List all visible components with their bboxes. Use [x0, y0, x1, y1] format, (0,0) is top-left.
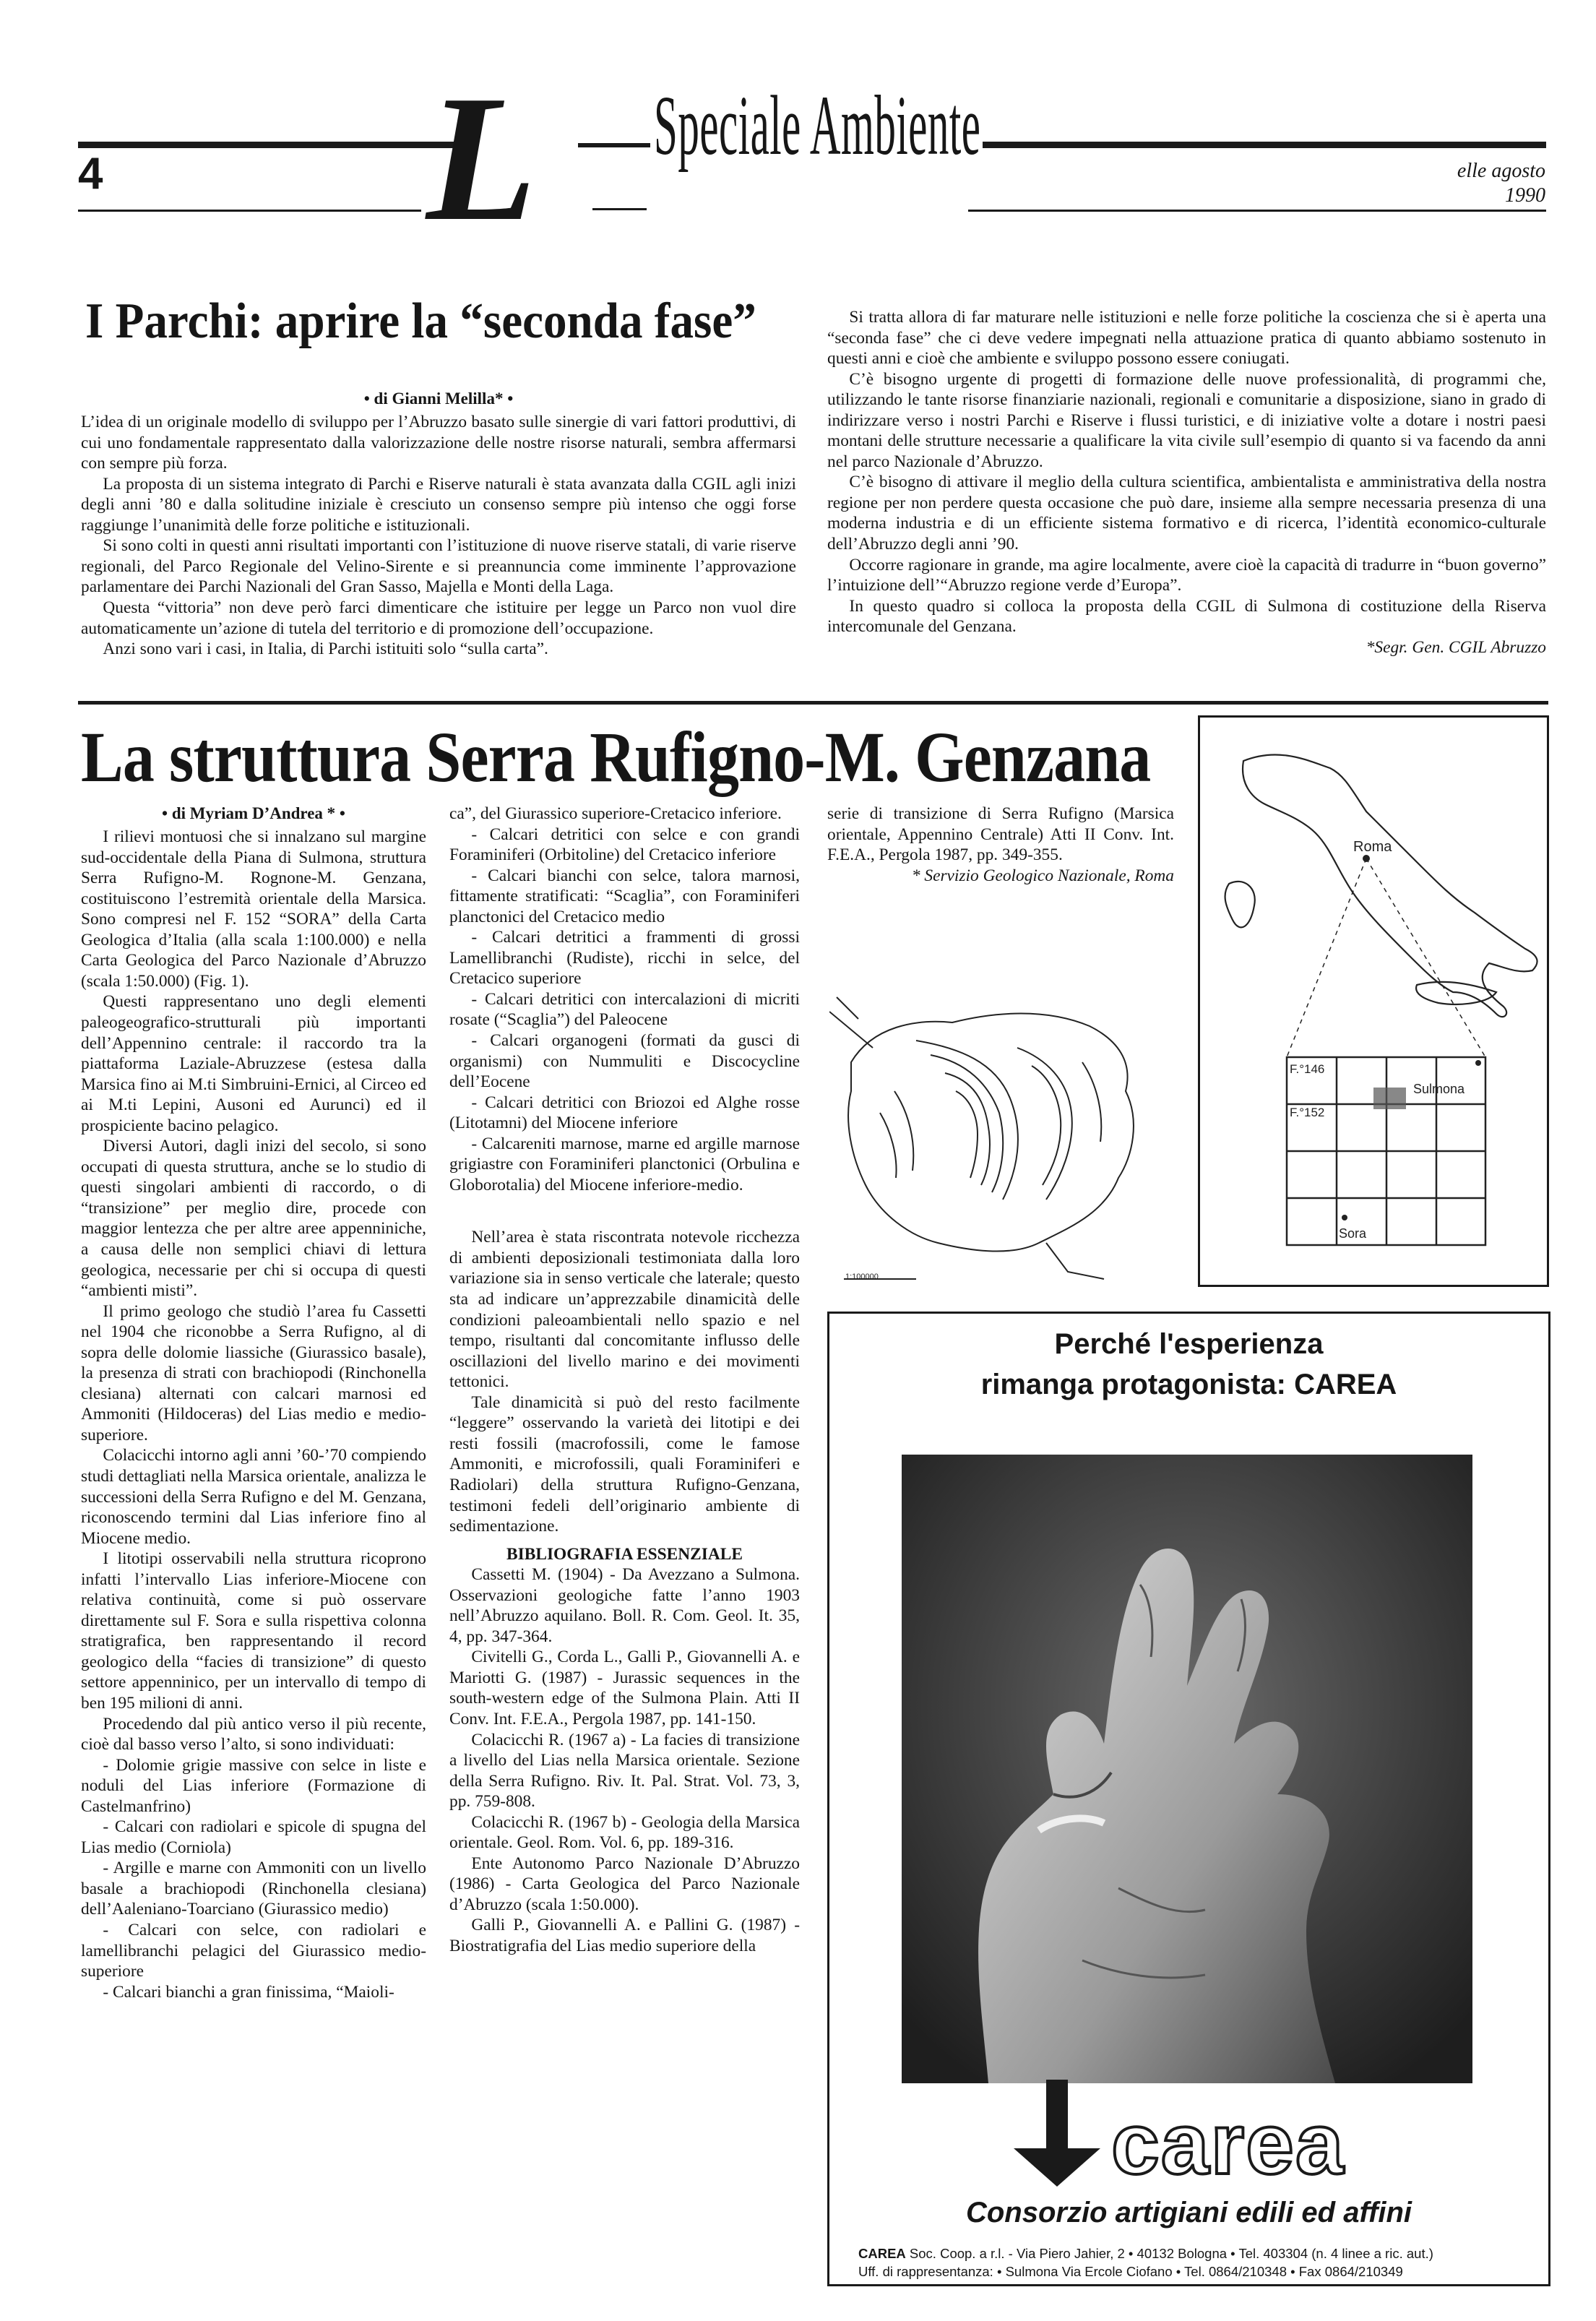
article2-paragraph: - Calcari organogeni (formati da gusci di organismi) con Nummuliti e Discocycline dell’Eocene [449, 1031, 800, 1092]
article2-paragraph: - Calcari detritici con selce e con grandi Foraminiferi (Orbitoline) del Cretacico inferiore [449, 824, 800, 865]
article2-paragraph: I rilievi montuosi che si innalzano sul margine sud-occidentale della Piana di Sulmona, struttura Serra Rufigno-M. Rognone-M. Genzana, costituiscono l’estremità orientale della Marsica. Sono compresi nel F. 152 “SORA” della Carta Geologica d’Italia (alla scala 1:100.000) e nella Carta Geologica del Parco Nazionale d’Abruzzo (scala 1:50.000) (Fig. 1). [81, 827, 426, 991]
page-number: 4 [78, 149, 103, 199]
article2-paragraph: serie di transizione di Serra Rufigno (Marsica orientale, Appennino Centrale) Atti II Conv. Int. F.E.A., Pergola 1987, pp. 349-355. [827, 804, 1174, 865]
ad-office-line: Uff. di rappresentanza: • Sulmona Via Ercole Ciofano • Tel. 0864/210348 • Fax 0864/210349 [858, 2264, 1403, 2279]
article1-paragraph: La proposta di un sistema integrato di Parchi e Riserve naturali è stata avanzata dalla CGIL agli inizi degli anni ’80 e dalla solitudine iniziale è cresciuto un consenso sempre più intenso che oggi forse raggiunge l’unanimità delle forze politiche e istituzionali. [81, 474, 796, 535]
bibliography-item: Ente Autonomo Parco Nazionale D’Abruzzo (1986) - Carta Geologica del Parco Nazionale d’Abruzzo (scala 1:50.000). [449, 1853, 800, 1914]
article1-paragraph: Questa “vittoria” non deve però farci dimenticare che istituire per legge un Parco non vuol dire automaticamente un’azione di tutela del territorio e di promozione dell’occupazione. [81, 598, 796, 638]
ad-headline-line2: rimanga protagonista: CAREA [980, 1369, 1397, 1400]
article2-paragraph: - Calcari con selce, con radiolari e lamellibranchi pelagici del Giurassico medio-superiore [81, 1921, 426, 1981]
down-arrow-icon [1003, 2080, 1111, 2188]
article1-title: I Parchi: aprire la “seconda fase” [85, 293, 756, 349]
article2-paragraph: - Dolomie grigie massive con selce in liste e noduli del Lias inferiore (Formazione di Castelmanfrino) [81, 1755, 426, 1816]
article1-byline: • di Gianni Melilla* • [363, 389, 514, 408]
article-divider [78, 701, 1548, 705]
article1-paragraph: Anzi sono vari i casi, in Italia, di Parchi istituiti solo “sulla carta”. [103, 640, 548, 659]
article2-paragraph: - Calcari detritici con intercalazioni di micriti rosate (“Scaglia”) del Paleocene [449, 989, 800, 1030]
article2-column-1 [81, 804, 426, 2002]
article2-paragraph: Tale dinamicità si può del resto facilmente “leggere” osservando la varietà dei litotipi e dei resti fossili (macrofossili, come le famose Ammoniti, e microfossili, quali Foraminiferi e Radiolari) della struttura Rufigno-Genzana, testimoni fedeli dell’originario ambiente di sedimentazione. [449, 1392, 800, 1536]
article2-column-3 [827, 804, 1174, 886]
article2-title: La struttura Serra Rufigno-M. Genzana [81, 717, 1151, 797]
ad-subtitle: Consorzio artigiani edili ed affini [965, 2197, 1412, 2229]
masthead-rule-mid-thin [592, 208, 647, 210]
section-title: Speciale Ambiente [654, 78, 981, 173]
article2-paragraph: - Calcareniti marnose, marne ed argille marnose grigiastre con Foraminiferi planctonici (Orbulina e Globorotalia) del Miocene inferiore-medio. [449, 1134, 800, 1194]
article2-paragraph: - Calcari bianchi a gran finissima, “Maioli- [103, 1982, 394, 2002]
issue-line1: elle agosto [1457, 160, 1545, 182]
article2-paragraph: - Calcari detritici a frammenti di grossi Lamellibranchi (Rudiste), ricchi in selce, del Cretacico superiore [449, 928, 800, 989]
article2-paragraph: Colacicchi intorno agli anni ’60-’70 compiendo studi dettagliati nella Marsica orientale, analizza le successioni della Serra Rufigno e del M. Genzana, riconoscendo termini dal Lias inferiore fino al Miocene medio. [81, 1446, 426, 1548]
masthead-logo: L [426, 59, 537, 259]
article1-paragraph: L’idea di un originale modello di sviluppo per l’Abruzzo basato sulle sinergie di vari fattori produttivi, di cui uno fondamentale rappresentato dalla valorizzazione delle nostre risorse naturali, sembra affermarsi con sempre più forza. [81, 413, 796, 473]
article2-paragraph: I litotipi osservabili nella struttura ricoprono infatti l’intervallo Lias inferiore-Miocene con relativa continuità, come si può osservare direttamente sul F. Sora e sulla rispettiva colonna stratigrafica, ben rappresentando il record geologico della “facies di transizione” di questo settore appenninico, per un intervallo di tempo di ben 195 milioni di anni. [81, 1549, 426, 1713]
map-label-f146: F.°146 [1290, 1062, 1325, 1076]
article2-byline: • di Myriam D’Andrea * • [162, 804, 345, 822]
article2-paragraph: - Argille e marne con Ammoniti con un livello basale a brachiopodi (Rinchonella clesiana) dell’Aaleniano-Toarciano (Giurassico medio) [81, 1859, 426, 1919]
ad-brand-logo: carea [1111, 2096, 1345, 2192]
article2-paragraph: - Calcari con radiolari e spicole di spugna del Lias medio (Corniola) [81, 1817, 426, 1857]
article2-paragraph: Procedendo dal più antico verso il più recente, cioè dal basso verso l’alto, si sono individuati: [81, 1714, 426, 1754]
article1-paragraph: C’è bisogno di attivare il meglio della cultura scientifica, ambientalista e amministrativa della nostra regione per non perdere questa occasione che può dare, insieme alla sempre necessaria presenza di una moderna industria e di un efficiente sistema formativo e di ricerca, l’identità economico-culturale dell’Abruzzo degli anni ’90. [827, 473, 1546, 554]
bibliography-item: Civitelli G., Corda L., Galli P., Giovannelli A. e Mariotti G. (1987) - Jurassic sequences in the south-western edge of the Sulmona Plain. Atti II Conv. Int. F.E.A., Pergola 1987, pp. 141-150. [449, 1648, 800, 1728]
ad-address-line [858, 2246, 1523, 2262]
map-label-sulmona: Sulmona [1413, 1082, 1465, 1096]
sketch-scale-label: 1:100000 [845, 1273, 879, 1281]
hand-photo [902, 1455, 1472, 2083]
article2-paragraph: Nell’area è stata riscontrata notevole ricchezza di ambienti deposizionali testimoniata dalla loro variazione sia in senso verticale che laterale; questo sta ad indicare un’apprezzabile dinamicità delle condizioni paleoambientali nello spazio e nel tempo, risultanti dal concomitante influsso delle oscillazioni del livello marino e dei movimenti tettonici. [449, 1228, 800, 1392]
bibliography-item: Colacicchi R. (1967 a) - La facies di transizione a livello del Lias nella Marsica orientale. Sezione della Serra Rufigno. Riv. It. Pal. Strat. Vol. 73, 3, pp. 759-808. [449, 1730, 800, 1812]
article2-column-2 [449, 804, 800, 1957]
map-label-f152: F.°152 [1290, 1106, 1325, 1119]
article2-paragraph: - Calcari bianchi con selce, talora marnosi, fittamente stratificati: “Scaglia”, con Foraminiferi planctonici del Cretacico medio [449, 866, 800, 926]
article1-paragraph: Si sono colti in questi anni risultati importanti con l’istituzione di nuove riserve statali, di varie riserve regionali, del Parco Regionale del Velino-Sirente e si preannuncia come imminente l’approvazione parlamentare dei Parchi Nazionali del Gran Sasso, Majella e Monti della Laga. [81, 536, 796, 597]
masthead-rule-right-thin [968, 210, 1546, 212]
ad-address-text: Soc. Coop. a r.l. - Via Piero Jahier, 2 • 40132 Bologna • Tel. 403304 (n. 4 linee a ric. aut.) [905, 2246, 1433, 2261]
location-map-box [1198, 715, 1549, 1287]
issue-date [1457, 159, 1545, 207]
masthead-rule-left-thick [78, 142, 468, 148]
article1-left-column [81, 389, 796, 660]
article2-paragraph: Diversi Autori, dagli inizi del secolo, si sono occupati di questa struttura, anche se lo studio di questi singolari ambienti di raccordo, o di “transizione” per meglio dire, procede con maggior lentezza che per altre aree appenniniche, a causa delle non semplici chiavi di lettura geologica, necessarie per chi si occupa di questi “ambienti misti”. [81, 1137, 426, 1301]
geological-sketch-map [829, 939, 1176, 1286]
article1-paragraph: Occorre ragionare in grande, ma agire localmente, avere cioè la capacità di tradurre in “buon governo” l’intuizione dell’“Abruzzo regione verde d’Europa”. [827, 555, 1546, 595]
italy-map [1200, 718, 1547, 1285]
bibliography-heading: BIBLIOGRAFIA ESSENZIALE [506, 1544, 743, 1564]
article2-signature: * Servizio Geologico Nazionale, Roma [911, 866, 1174, 885]
article2-paragraph: - Calcari detritici con Briozoi ed Alghe rosse (Litotamni) del Miocene inferiore [449, 1093, 800, 1133]
bibliography-item: Galli P., Giovannelli A. e Pallini G. (1987) - Biostratigrafia del Lias medio superiore della [449, 1916, 800, 1955]
map-label-roma: Roma [1353, 839, 1392, 855]
article1-paragraph: In questo quadro si colloca la proposta della CGIL di Sulmona di costituzione della Riserva intercomunale del Genzana. [827, 596, 1546, 637]
masthead-rule-left-thin [78, 210, 421, 212]
article1-paragraph: Si tratta allora di far maturare nelle istituzioni e nelle forze politiche la coscienza che si è aperta una “seconda fase” che ci deve vedere impegnati nella attuazione pratica di quanto abbiamo sostenuto in questi anni e cioè che ambiente e sviluppo possono essere coniugati. [827, 308, 1546, 369]
bibliography-item: Colacicchi R. (1967 b) - Geologia della Marsica orientale. Geol. Rom. Vol. 6, pp. 189-316. [449, 1812, 800, 1853]
masthead-rule-right-thick [983, 142, 1546, 148]
ad-headline-line1: Perché l'esperienza [1054, 1328, 1324, 1360]
article2-paragraph: ca”, del Giurassico superiore-Cretacico inferiore. [449, 804, 782, 823]
bibliography-item: Cassetti M. (1904) - Da Avezzano a Sulmona. Osservazioni geologiche fatte l’anno 1903 nell’Abruzzo aquilano. Boll. R. Com. Geol. It. 35, 4, pp. 347-364. [449, 1565, 800, 1646]
article1-paragraph: C’è bisogno urgente di progetti di formazione delle nuove professionalità, di programmi che, utilizzando le tante risorse finanziarie nazionali, regionali e comunitarie a disposizione, siano in grado di indirizzare verso i nostri Parchi e Riserve i flussi turistici, e di iniziative volte a dotare i nostri paesi montani delle strutture necessarie a qualificare la vita civile sull’esempio di quanto si va facendo da anni nel parco Nazionale d’Abruzzo. [827, 369, 1546, 471]
masthead-rule-mid-thick [578, 143, 650, 147]
ad-company-name: CAREA [858, 2246, 906, 2261]
article1-right-column [827, 307, 1546, 658]
map-label-sora: Sora [1339, 1226, 1367, 1241]
article2-paragraph: Il primo geologo che studiò l’area fu Cassetti nel 1904 che riconobbe a Serra Rufigno, al di sopra delle dolomie liassiche (Giurassico basale), la presenza di strati con brachiopodi (Rinchonella clesiana) alternati con calcari marnosi ed Ammoniti (Hildoceras) del Lias medio e medio-superiore. [81, 1301, 426, 1444]
carea-advertisement [827, 1312, 1550, 2286]
issue-line2: 1990 [1505, 184, 1545, 207]
article2-paragraph: Questi rappresentano uno degli elementi paleogeografico-strutturali più importanti dell’Appennino centrale: il raccordo tra la piattaforma Laziale-Abruzzese (estesa dalla Marsica fino ai M.ti Simbruini-Ernici, al Circeo ed ai M.ti Lepini, Ausoni ed Aurunci) ed il prospiciente bacino pelagico. [81, 992, 426, 1135]
article1-signature: *Segr. Gen. CGIL Abruzzo [1366, 637, 1546, 657]
